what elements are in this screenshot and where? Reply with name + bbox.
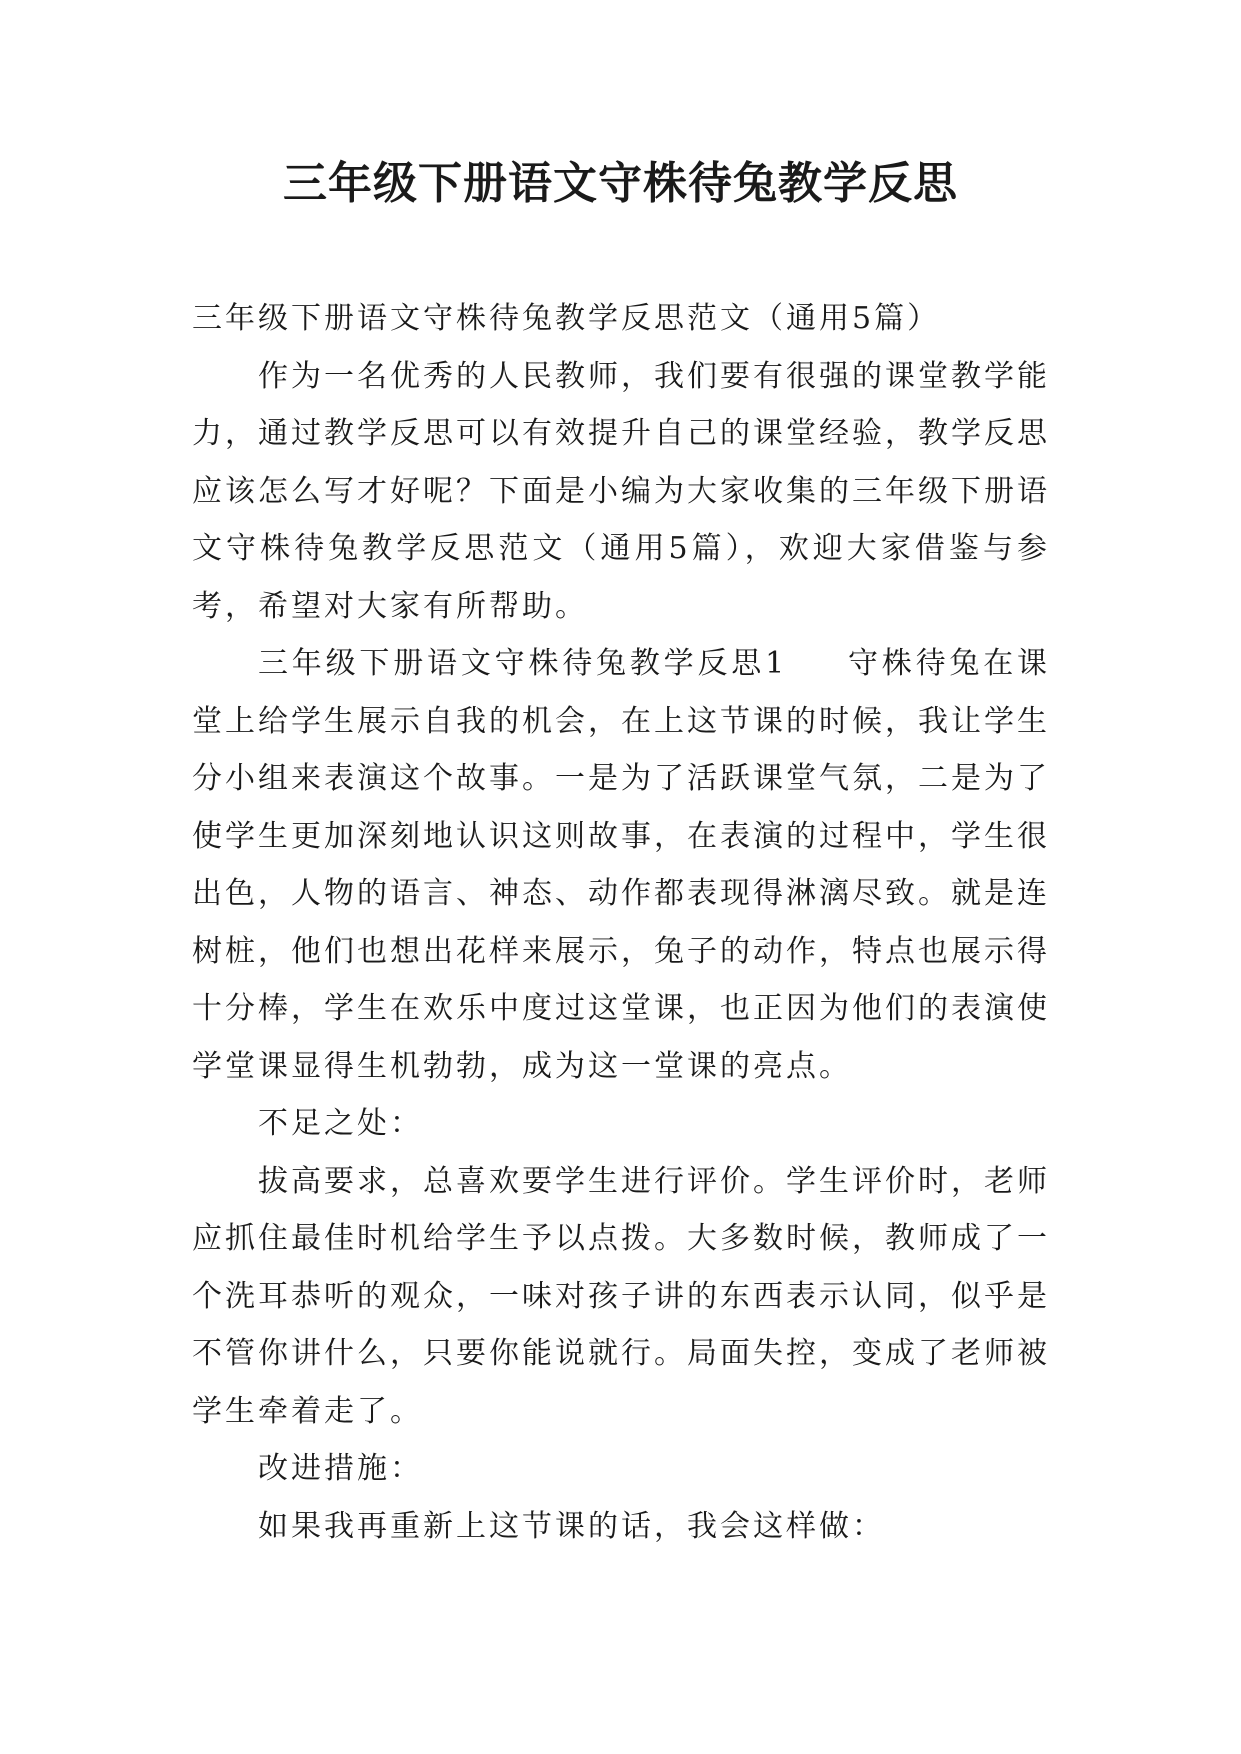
document-body: [192, 290, 1050, 1555]
intro-paragraph: 作为一名优秀的人民教师，我们要有很强的课堂教学能力，通过教学反思可以有效提升自己的课堂经验，教学反思应该怎么写才好呢？下面是小编为大家收集的三年级下册语文守株待兔教学反思范文（通用5篇），欢迎大家借鉴与参考，希望对大家有所帮助。: [192, 358, 1050, 624]
shortcomings-label: 不足之处：: [258, 1106, 423, 1141]
document-title: 三年级下册语文守株待兔教学反思: [283, 158, 958, 209]
improvement-paragraph: 如果我再重新上这节课的话，我会这样做：: [258, 1508, 885, 1544]
section1-body: 守株待兔在课堂上给学生展示自我的机会，在上这节课的时候，我让学生分小组来表演这个故事。一是为了活跃课堂气氛，二是为了使学生更加深刻地认识这则故事，在表演的过程中，学生很出色，人物的语言、神态、动作都表现得淋漓尽致。就是连树桩，他们也想出花样来展示，兔子的动作，特点也展示得十分棒，学生在欢乐中度过这堂课，也正因为他们的表演使学堂课显得生机勃勃，成为这一堂课的亮点。: [192, 646, 1051, 1084]
shortcomings-paragraph: 拔高要求，总喜欢要学生进行评价。学生评价时，老师应抓住最佳时机给学生予以点拨。大多数时候，教师成了一个洗耳恭听的观众，一味对孩子讲的东西表示认同，似乎是不管你讲什么，只要你能说就行。局面失控，变成了老师被学生牵着走了。: [192, 1163, 1050, 1429]
improvement-label: 改进措施：: [258, 1451, 423, 1486]
section1-heading: 三年级下册语文守株待兔教学反思1: [258, 646, 788, 681]
document-subtitle: 三年级下册语文守株待兔教学反思范文（通用5篇）: [192, 301, 941, 336]
section1-paragraph: [192, 635, 1050, 1095]
